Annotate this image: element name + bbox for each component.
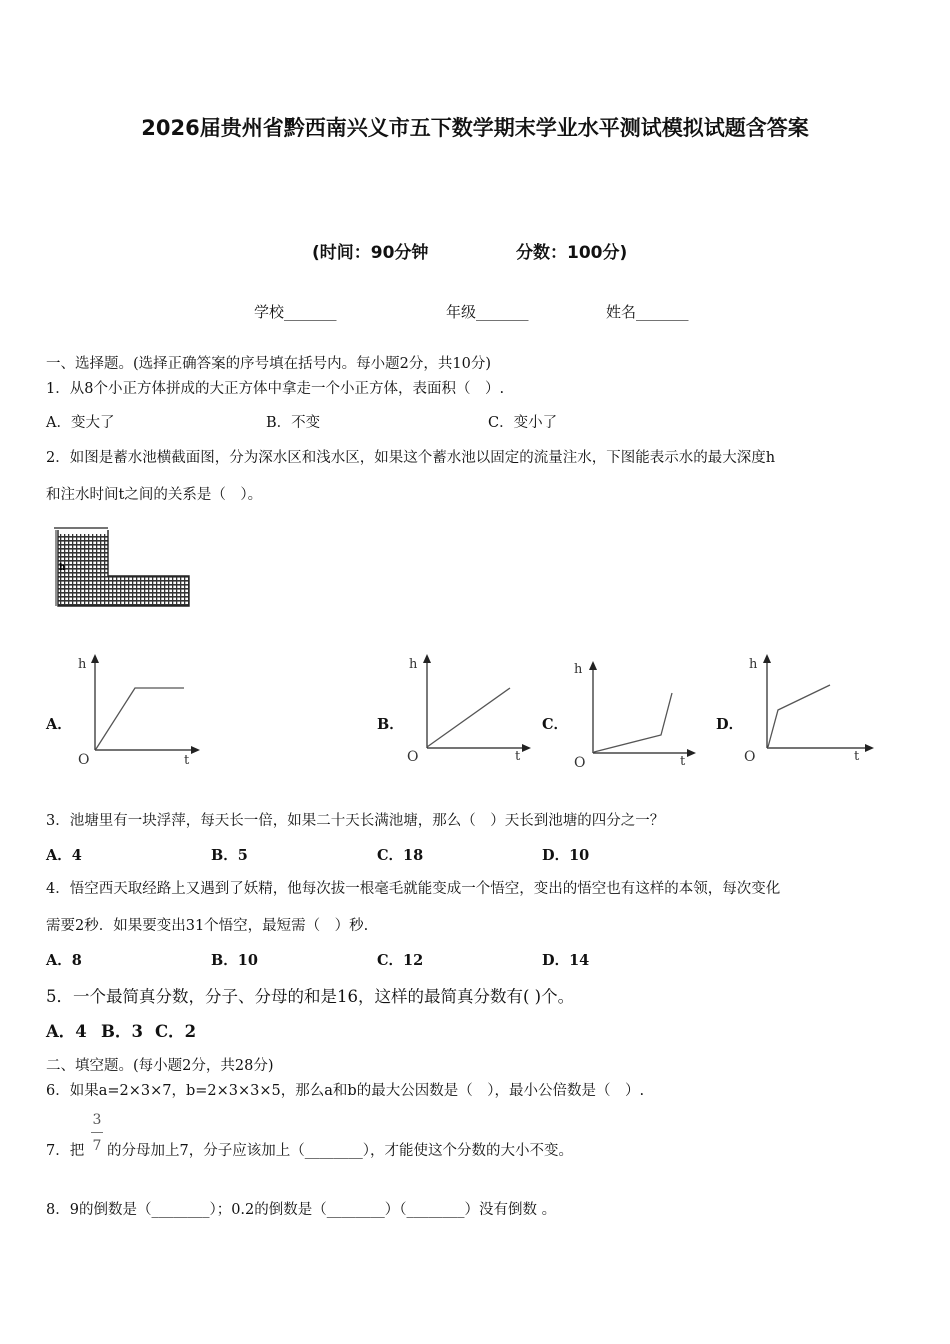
q3-option-b: B．5 [211, 847, 248, 864]
graph-d-y-label: h [749, 657, 758, 672]
exam-time: (时间：90分钟 [312, 243, 429, 263]
question-4-line-1: 4．悟空西天取经路上又遇到了妖精，他每次拔一根毫毛就能变成一个悟空，变出的悟空也有这样的本领，每次变化 [46, 881, 781, 897]
q2-graph-d [742, 650, 882, 770]
q5-option-b: B．3 [101, 1022, 143, 1041]
exam-score: 分数：100分) [516, 243, 628, 263]
name-field: 姓名_______ [606, 303, 689, 321]
q4-option-c: C．12 [377, 952, 424, 969]
section-1-heading: 一、选择题。(选择正确答案的序号填在括号内。每小题2分，共10分) [46, 356, 491, 372]
q7-fraction-denominator: 7 [92, 1138, 102, 1154]
school-field: 学校_______ [254, 303, 337, 321]
q1-option-a: A．变大了 [46, 415, 115, 431]
question-5: 5．一个最简真分数，分子、分母的和是16，这样的最简真分数有( )个。 [46, 987, 575, 1006]
document-title: 2026届贵州省黔西南兴义市五下数学期末学业水平测试模拟试题含答案 [141, 116, 809, 140]
q4-option-b: B．10 [211, 952, 258, 969]
q4-option-d: D．14 [542, 952, 590, 969]
q3-option-c: C．18 [377, 847, 424, 864]
graph-c-y-label: h [574, 662, 583, 677]
q2-option-d: D． [716, 716, 744, 733]
question-3: 3．池塘里有一块浮萍，每天长一倍，如果二十天长满池塘，那么（ ）天长到池塘的四分之一？ [46, 813, 665, 829]
pool-depth-label: h [59, 563, 66, 573]
graph-a-y-label: h [78, 657, 87, 672]
q2-option-c: C． [542, 716, 569, 733]
q2-graph-a [72, 650, 207, 770]
q1-option-c: C．变小了 [488, 415, 558, 431]
q7-fraction-numerator: 3 [92, 1112, 102, 1128]
question-6: 6．如果a=2×3×7，b=2×3×3×5，那么a和b的最大公因数是（ ），最小公倍数是（ ）. [46, 1083, 645, 1099]
q5-option-a: A．4 [46, 1022, 87, 1041]
q2-option-a: A． [46, 716, 72, 733]
question-8: 8．9的倒数是（________）；0.2的倒数是（________）（________）没有倒数 。 [46, 1202, 557, 1218]
question-4-line-2: 需要2秒．如果要变出31个悟空，最短需（ ）秒. [46, 918, 369, 934]
graph-c-x-label: t [680, 754, 686, 769]
question-1: 1．从8个小正方体拼成的大正方体中拿走一个小正方体，表面积（ ）. [46, 381, 505, 397]
q3-option-d: D．10 [542, 847, 590, 864]
graph-b-y-label: h [409, 657, 418, 672]
graph-b-x-label: t [515, 749, 521, 764]
q2-graph-c [568, 655, 703, 775]
graph-c-origin: O [574, 755, 586, 771]
q4-option-a: A．8 [46, 952, 82, 969]
pool-cross-section-figure [44, 524, 194, 610]
grade-field: 年级_______ [446, 303, 529, 321]
q7-fraction-bar [91, 1132, 103, 1133]
graph-d-x-label: t [854, 749, 860, 764]
q1-option-b: B．不变 [266, 415, 321, 431]
graph-a-origin: O [78, 752, 90, 768]
q2-graph-b [405, 650, 540, 770]
question-2-line-2: 和注水时间t之间的关系是（ ）。 [46, 487, 263, 503]
graph-d-origin: O [744, 749, 756, 765]
q3-option-a: A．4 [46, 847, 82, 864]
section-2-heading: 二、填空题。(每小题2分，共28分) [46, 1058, 274, 1074]
q5-option-c: C．2 [155, 1022, 197, 1041]
question-2-line-1: 2．如图是蓄水池横截面图，分为深水区和浅水区，如果这个蓄水池以固定的流量注水，下图能表示水的最大深度h [46, 450, 776, 466]
question-7-suffix: 的分母加上7，分子应该加上（________），才能使这个分数的大小不变。 [107, 1143, 573, 1159]
graph-a-x-label: t [184, 753, 190, 768]
graph-b-origin: O [407, 749, 419, 765]
question-7-prefix: 7．把 [46, 1143, 85, 1159]
q2-option-b: B． [377, 716, 404, 733]
